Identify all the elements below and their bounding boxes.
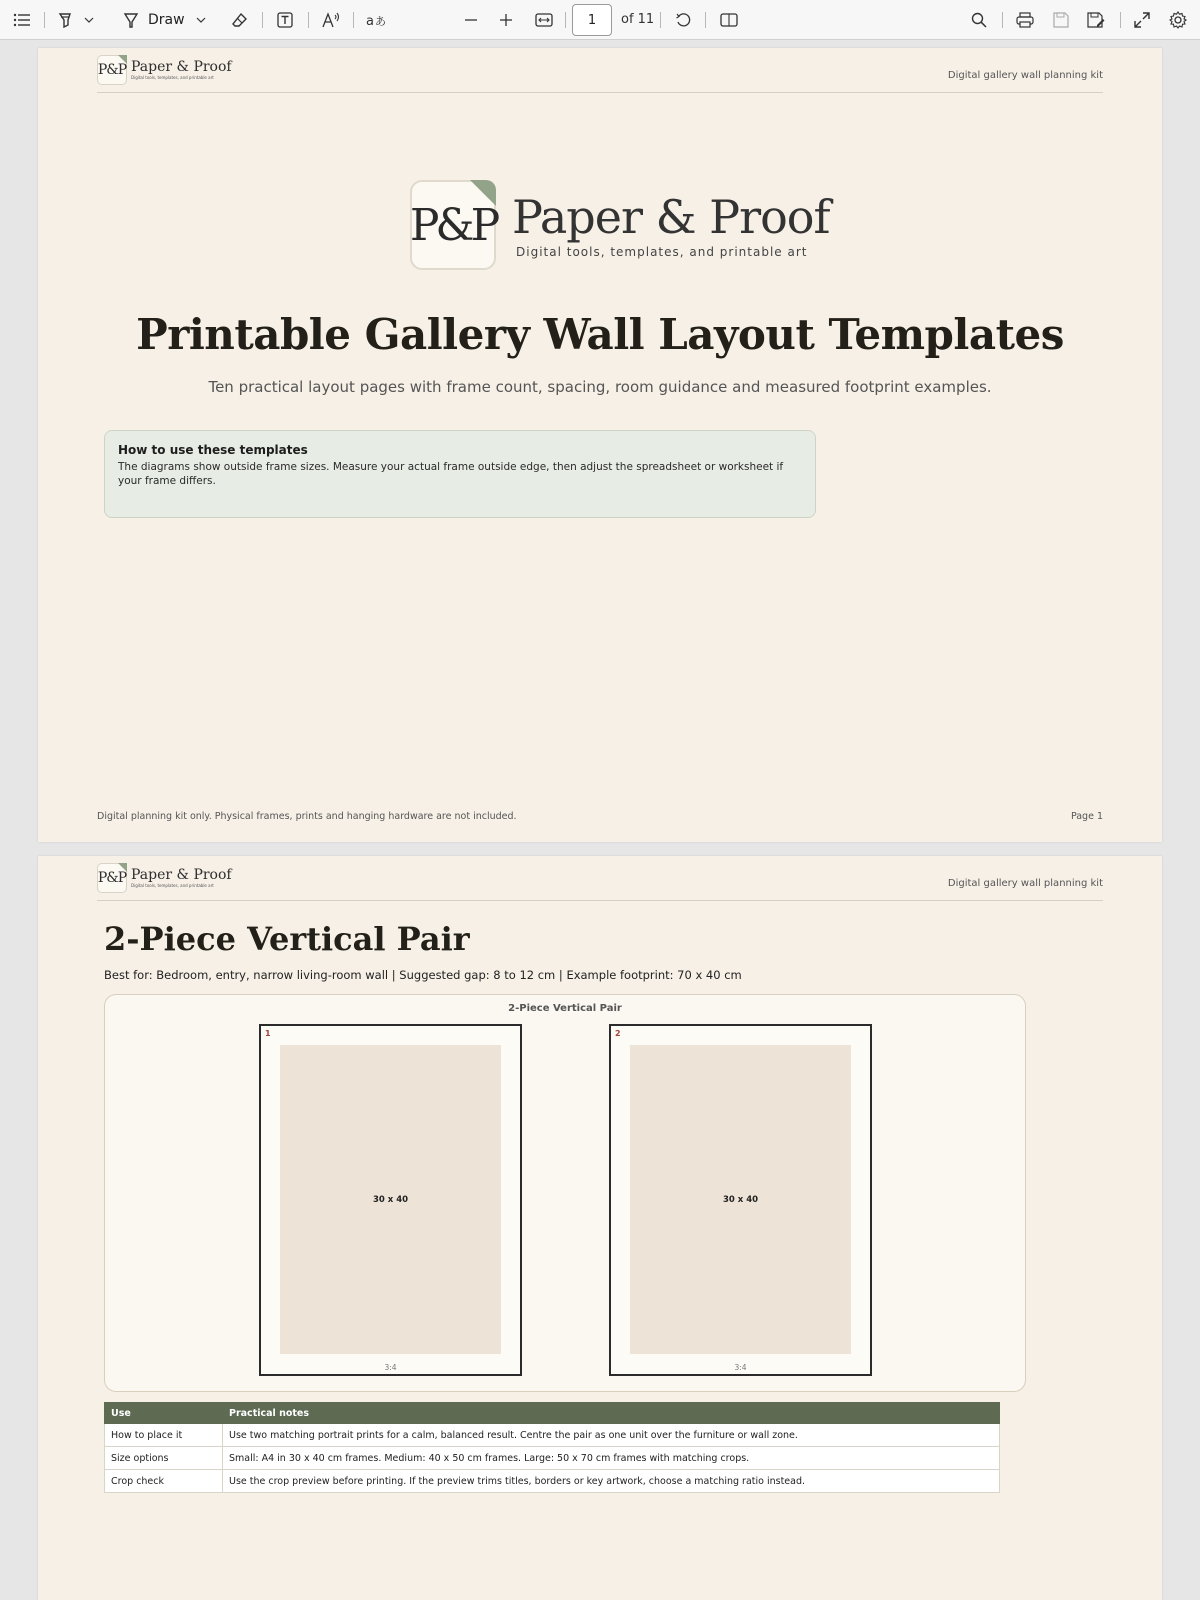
toolbar-divider: [660, 12, 661, 28]
logo-monogram: P&P: [97, 62, 127, 78]
chevron-down-icon[interactable]: [194, 0, 208, 40]
zoom-in-icon[interactable]: [495, 0, 517, 40]
table-cell-use: How to place it: [105, 1424, 223, 1447]
logo-monogram: P&P: [409, 199, 497, 251]
how-to-use-callout: [104, 430, 816, 518]
toolbar-divider: [1120, 12, 1121, 28]
header-logo: [97, 55, 232, 85]
toolbar-divider: [262, 12, 263, 28]
page-fold-icon: [118, 55, 127, 64]
section-subtitle: Best for: Bedroom, entry, narrow living-room wall | Suggested gap: 8 to 12 cm | Example footprint: 70 x 40 cm: [104, 968, 742, 982]
draw-label: Draw: [148, 12, 185, 28]
brand-name: Paper & Proof: [512, 190, 830, 244]
zoom-out-icon[interactable]: [460, 0, 482, 40]
footer-disclaimer: Digital planning kit only. Physical frames, prints and hanging hardware are not included.: [97, 811, 517, 822]
pdf-toolbar: [0, 0, 1200, 40]
toolbar-divider: [705, 12, 706, 28]
table-cell-use: Size options: [105, 1447, 223, 1470]
logo-monogram: P&P: [97, 870, 127, 886]
callout-title: How to use these templates: [118, 443, 308, 457]
search-icon[interactable]: [968, 0, 990, 40]
frame-2: [609, 1024, 872, 1376]
logo-tile: [410, 180, 496, 270]
frame-1: [259, 1024, 522, 1376]
callout-body: The diagrams show outside frame sizes. Measure your actual frame outside edge, then adjust the spreadsheet or worksheet if your frame differs.: [118, 461, 784, 487]
frame-size-label: 30 x 40: [372, 1194, 409, 1205]
translate-icon[interactable]: [364, 0, 388, 40]
page-total-label: of 11: [621, 12, 655, 27]
layout-diagram: [104, 994, 1026, 1392]
draw-button[interactable]: [148, 0, 188, 40]
frame-number: 1: [265, 1029, 271, 1038]
eraser-icon[interactable]: [229, 0, 251, 40]
toolbar-divider: [565, 12, 566, 28]
chevron-down-icon[interactable]: [82, 0, 96, 40]
header-kit-label: Digital gallery wall planning kit: [947, 878, 1103, 889]
toolbar-divider: [1002, 12, 1003, 28]
page-number-input[interactable]: [572, 4, 612, 36]
table-row: [105, 1470, 1000, 1493]
pdf-page-1: [38, 48, 1162, 842]
frame-ratio-label: 3:4: [734, 1363, 747, 1372]
contents-list-icon[interactable]: [10, 0, 34, 40]
table-cell-notes: Use the crop preview before printing. If the preview trims titles, borders or key artwork, choose a matching ratio instead.: [223, 1470, 1000, 1493]
header-kit-label: Digital gallery wall planning kit: [947, 70, 1103, 81]
toolbar-divider: [44, 12, 45, 28]
frame-number: 2: [615, 1029, 621, 1038]
toolbar-divider: [353, 12, 354, 28]
frame-artwork-area: [630, 1045, 851, 1354]
table-header-row: [105, 1403, 1000, 1424]
rotate-icon[interactable]: [672, 0, 694, 40]
practical-notes-table: [104, 1402, 1000, 1493]
fullscreen-icon[interactable]: [1131, 0, 1153, 40]
page-fold-icon: [118, 863, 127, 872]
frame-artwork-area: [280, 1045, 501, 1354]
save-icon[interactable]: [1050, 0, 1072, 40]
frame-size-label: 30 x 40: [722, 1194, 759, 1205]
page-fold-icon: [470, 180, 496, 206]
document-subtitle: Ten practical layout pages with frame count, spacing, room guidance and measured footprint examples.: [208, 378, 992, 396]
footer-page-number: Page 1: [1070, 811, 1103, 822]
table-cell-notes: Small: A4 in 30 x 40 cm frames. Medium: 40 x 50 cm frames. Large: 50 x 70 cm frames with matching crops.: [223, 1447, 1000, 1470]
header-divider: [97, 900, 1103, 901]
frame-ratio-label: 3:4: [384, 1363, 397, 1372]
gear-icon[interactable]: [1167, 0, 1189, 40]
logo-tile: [97, 863, 127, 893]
column-header-notes: Practical notes: [223, 1403, 1000, 1424]
text-box-icon[interactable]: [274, 0, 296, 40]
cover-logo: [410, 180, 830, 270]
svg-text:あ: あ: [375, 15, 386, 28]
read-aloud-icon[interactable]: [320, 0, 342, 40]
fit-width-icon[interactable]: [532, 0, 556, 40]
logo-tile: [97, 55, 127, 85]
table-row: [105, 1447, 1000, 1470]
section-title: 2-Piece Vertical Pair: [104, 920, 470, 958]
pdf-page-2: [38, 856, 1162, 1600]
draw-pen-icon[interactable]: [120, 0, 142, 40]
header-divider: [97, 92, 1103, 93]
toolbar-divider: [308, 12, 309, 28]
brand-name: Paper & Proof: [131, 867, 232, 883]
header-logo: [97, 863, 232, 893]
table-cell-use: Crop check: [105, 1470, 223, 1493]
svg-text:a: a: [366, 14, 374, 28]
diagram-title: 2-Piece Vertical Pair: [508, 1003, 622, 1014]
table-row: [105, 1424, 1000, 1447]
brand-tagline: Digital tools, templates, and printable art: [131, 75, 214, 80]
brand-tagline: Digital tools, templates, and printable art: [131, 883, 214, 888]
highlight-icon[interactable]: [54, 0, 76, 40]
save-as-icon[interactable]: [1085, 0, 1107, 40]
document-title: Printable Gallery Wall Layout Templates: [136, 310, 1064, 359]
brand-name: Paper & Proof: [131, 59, 232, 75]
brand-tagline: Digital tools, templates, and printable art: [516, 245, 808, 259]
page-view-icon[interactable]: [718, 0, 740, 40]
column-header-use: Use: [105, 1403, 223, 1424]
print-icon[interactable]: [1014, 0, 1036, 40]
table-cell-notes: Use two matching portrait prints for a calm, balanced result. Centre the pair as one unit over the furniture or wall zone.: [223, 1424, 1000, 1447]
